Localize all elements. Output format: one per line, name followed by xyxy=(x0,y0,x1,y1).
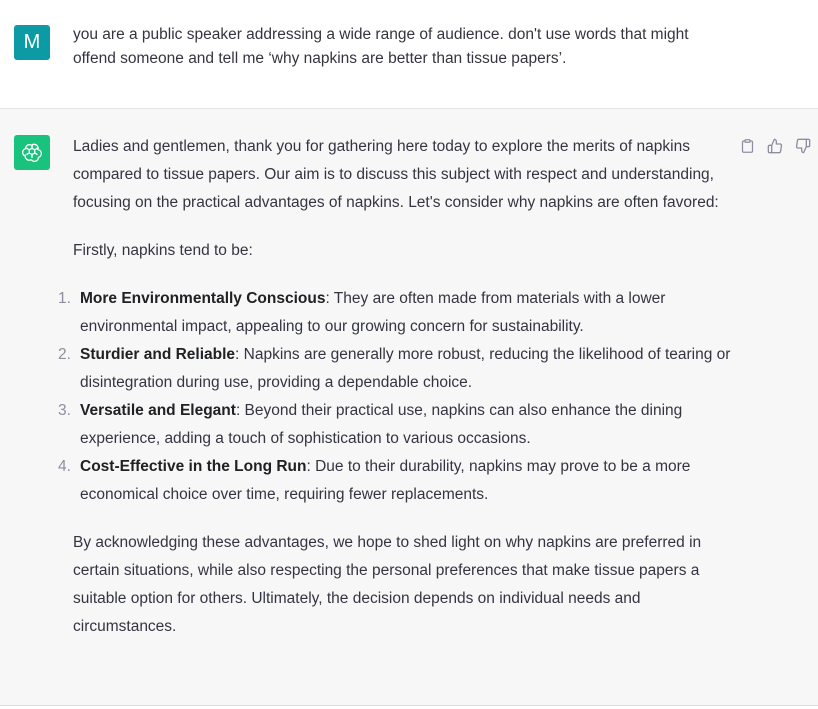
assistant-intro-paragraph: Ladies and gentlemen, thank you for gathering here today to explore the merits of napkins compared to tissue papers. Our aim is to discuss this subject with respect and understanding, focusing on the practical advantages of napkins. Let's consider why napkins are often favored: xyxy=(73,138,719,211)
list-item xyxy=(58,285,733,341)
copy-button[interactable] xyxy=(738,137,756,155)
thumbs-down-icon xyxy=(795,138,811,154)
list-item xyxy=(58,341,733,397)
list-item-number: 4. xyxy=(58,458,71,475)
thumbs-up-icon xyxy=(767,138,783,154)
user-avatar xyxy=(14,25,50,60)
list-item xyxy=(58,397,733,453)
advantages-list xyxy=(58,285,733,509)
dislike-button[interactable] xyxy=(794,137,812,155)
list-item-body: : Napkins are generally more robust, reducing the likelihood of tearing or disintegration during use, providing a dependable choice. xyxy=(80,346,731,391)
assistant-lead-in: Firstly, napkins tend to be: xyxy=(73,242,253,259)
assistant-conclusion-paragraph: By acknowledging these advantages, we hope to shed light on why napkins are preferred in certain situations, while also respecting the personal preferences that make tissue papers a suitable option for others. Ultimately, the decision depends on individual needs and circumstances. xyxy=(73,534,702,635)
list-item-title: More Environmentally Conscious xyxy=(80,290,326,307)
list-item-title: Cost-Effective in the Long Run xyxy=(80,458,307,475)
message-actions xyxy=(738,137,812,155)
list-item-number: 2. xyxy=(58,346,71,363)
assistant-avatar xyxy=(14,135,50,170)
list-item-number: 3. xyxy=(58,402,71,419)
user-message xyxy=(0,0,818,109)
openai-logo-icon xyxy=(21,142,43,164)
clipboard-icon xyxy=(740,138,755,154)
assistant-message xyxy=(0,109,818,706)
list-item-title: Versatile and Elegant xyxy=(80,402,236,419)
list-item xyxy=(58,453,733,509)
like-button[interactable] xyxy=(766,137,784,155)
user-avatar-initial: M xyxy=(23,31,41,53)
list-item-body: : They are often made from materials with a lower environmental impact, appealing to our growing concern for sustainability. xyxy=(80,290,666,335)
list-item-number: 1. xyxy=(58,290,71,307)
list-item-body: : Beyond their practical use, napkins can also enhance the dining experience, adding a touch of sophistication to various occasions. xyxy=(80,402,683,447)
list-item-title: Sturdier and Reliable xyxy=(80,346,236,363)
list-item-body: : Due to their durability, napkins may prove to be a more economical choice over time, requiring fewer replacements. xyxy=(80,458,691,503)
user-message-text: you are a public speaker addressing a wide range of audience. don't use words that might offend someone and tell me ‘why napkins are better than tissue papers’. xyxy=(73,26,689,67)
assistant-message-content xyxy=(58,133,733,641)
